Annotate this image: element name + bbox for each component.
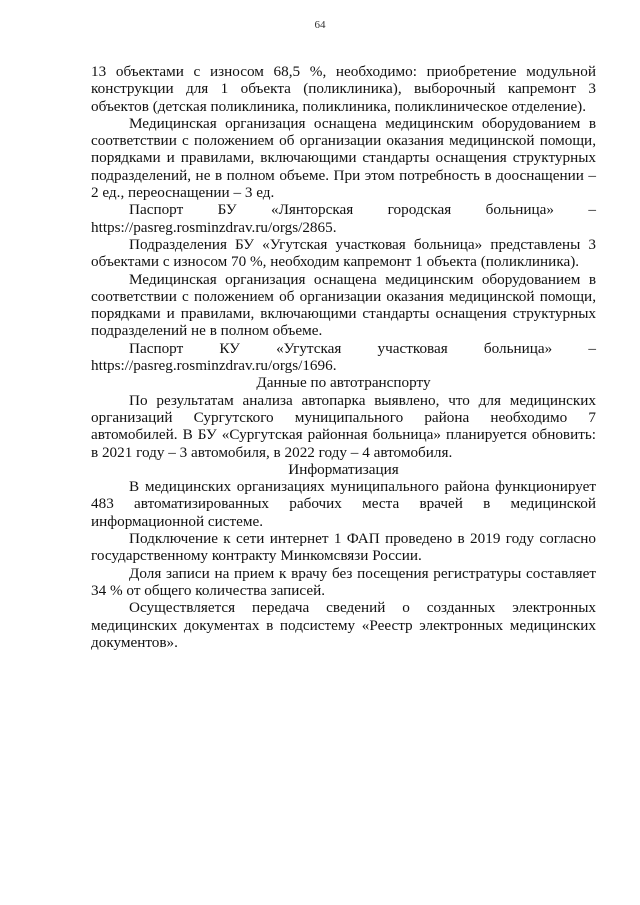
page-number: 64 bbox=[314, 19, 326, 31]
paragraph-internet: Подключение к сети интернет 1 ФАП проведено в 2019 году согласно государственному контракту Минкомсвязи России. bbox=[91, 530, 596, 565]
paragraph-workstations: В медицинских организациях муниципального района функционирует 483 автоматизированных рабочих места врачей в медицинской информационной системе. bbox=[91, 478, 596, 530]
paragraph-continuation: 13 объектами с износом 68,5 %, необходимо: приобретение модульной конструкции для 1 объекта (поликлиника), выборочный капремонт 3 объектов (детская поликлиника, поликлиника, поликлиническое отделение). bbox=[91, 63, 596, 115]
paragraph-equipment-ugut: Медицинская организация оснащена медицинским оборудованием в соответствии с положением об организации оказания медицинской помощи, порядками и правилами, включающими стандарты оснащения структурных подразделений не в полном объеме. bbox=[91, 270, 596, 340]
section-heading-informatization: Информатизация bbox=[288, 460, 399, 478]
paragraph-equipment-lyantor: Медицинская организация оснащена медицинским оборудованием в соответствии с положением об организации оказания медицинской помощи, порядками и правилами, включающими стандарты оснащения структурных подразделений, не в полном объеме. При этом потребность в дооснащении – 2 ед., переоснащении – 3 ед. bbox=[91, 114, 596, 202]
paragraph-transport: По результатам анализа автопарка выявлено, что для медицинских организаций Сургутского муниципального района необходимо 7 автомобилей. В БУ «Сургутская районная больница» планируется обновить: в 2021 году – 3 автомобиля, в 2022 году – 4 автомобиля. bbox=[91, 391, 596, 461]
paragraph-passport-lyantor: Паспорт БУ «Лянторская городская больница» – https://pasreg.rosminzdrav.ru/orgs/2865. bbox=[91, 201, 596, 236]
paragraph-emd-registry: Осуществляется передача сведений о созданных электронных медицинских документах в подсистему «Реестр электронных медицинских документов». bbox=[91, 599, 596, 651]
document-body bbox=[91, 63, 596, 651]
paragraph-ugut-objects: Подразделения БУ «Угутская участковая больница» представлены 3 объектами с износом 70 %, необходим капремонт 1 объекта (поликлиника). bbox=[91, 235, 596, 271]
paragraph-passport-ugut: Паспорт КУ «Угутская участковая больница» – https://pasreg.rosminzdrav.ru/orgs/1696. bbox=[91, 339, 596, 375]
section-heading-transport: Данные по автотранспорту bbox=[256, 374, 431, 392]
paragraph-online-booking: Доля записи на прием к врачу без посещения регистратуры составляет 34 % от общего количества записей. bbox=[91, 564, 596, 599]
